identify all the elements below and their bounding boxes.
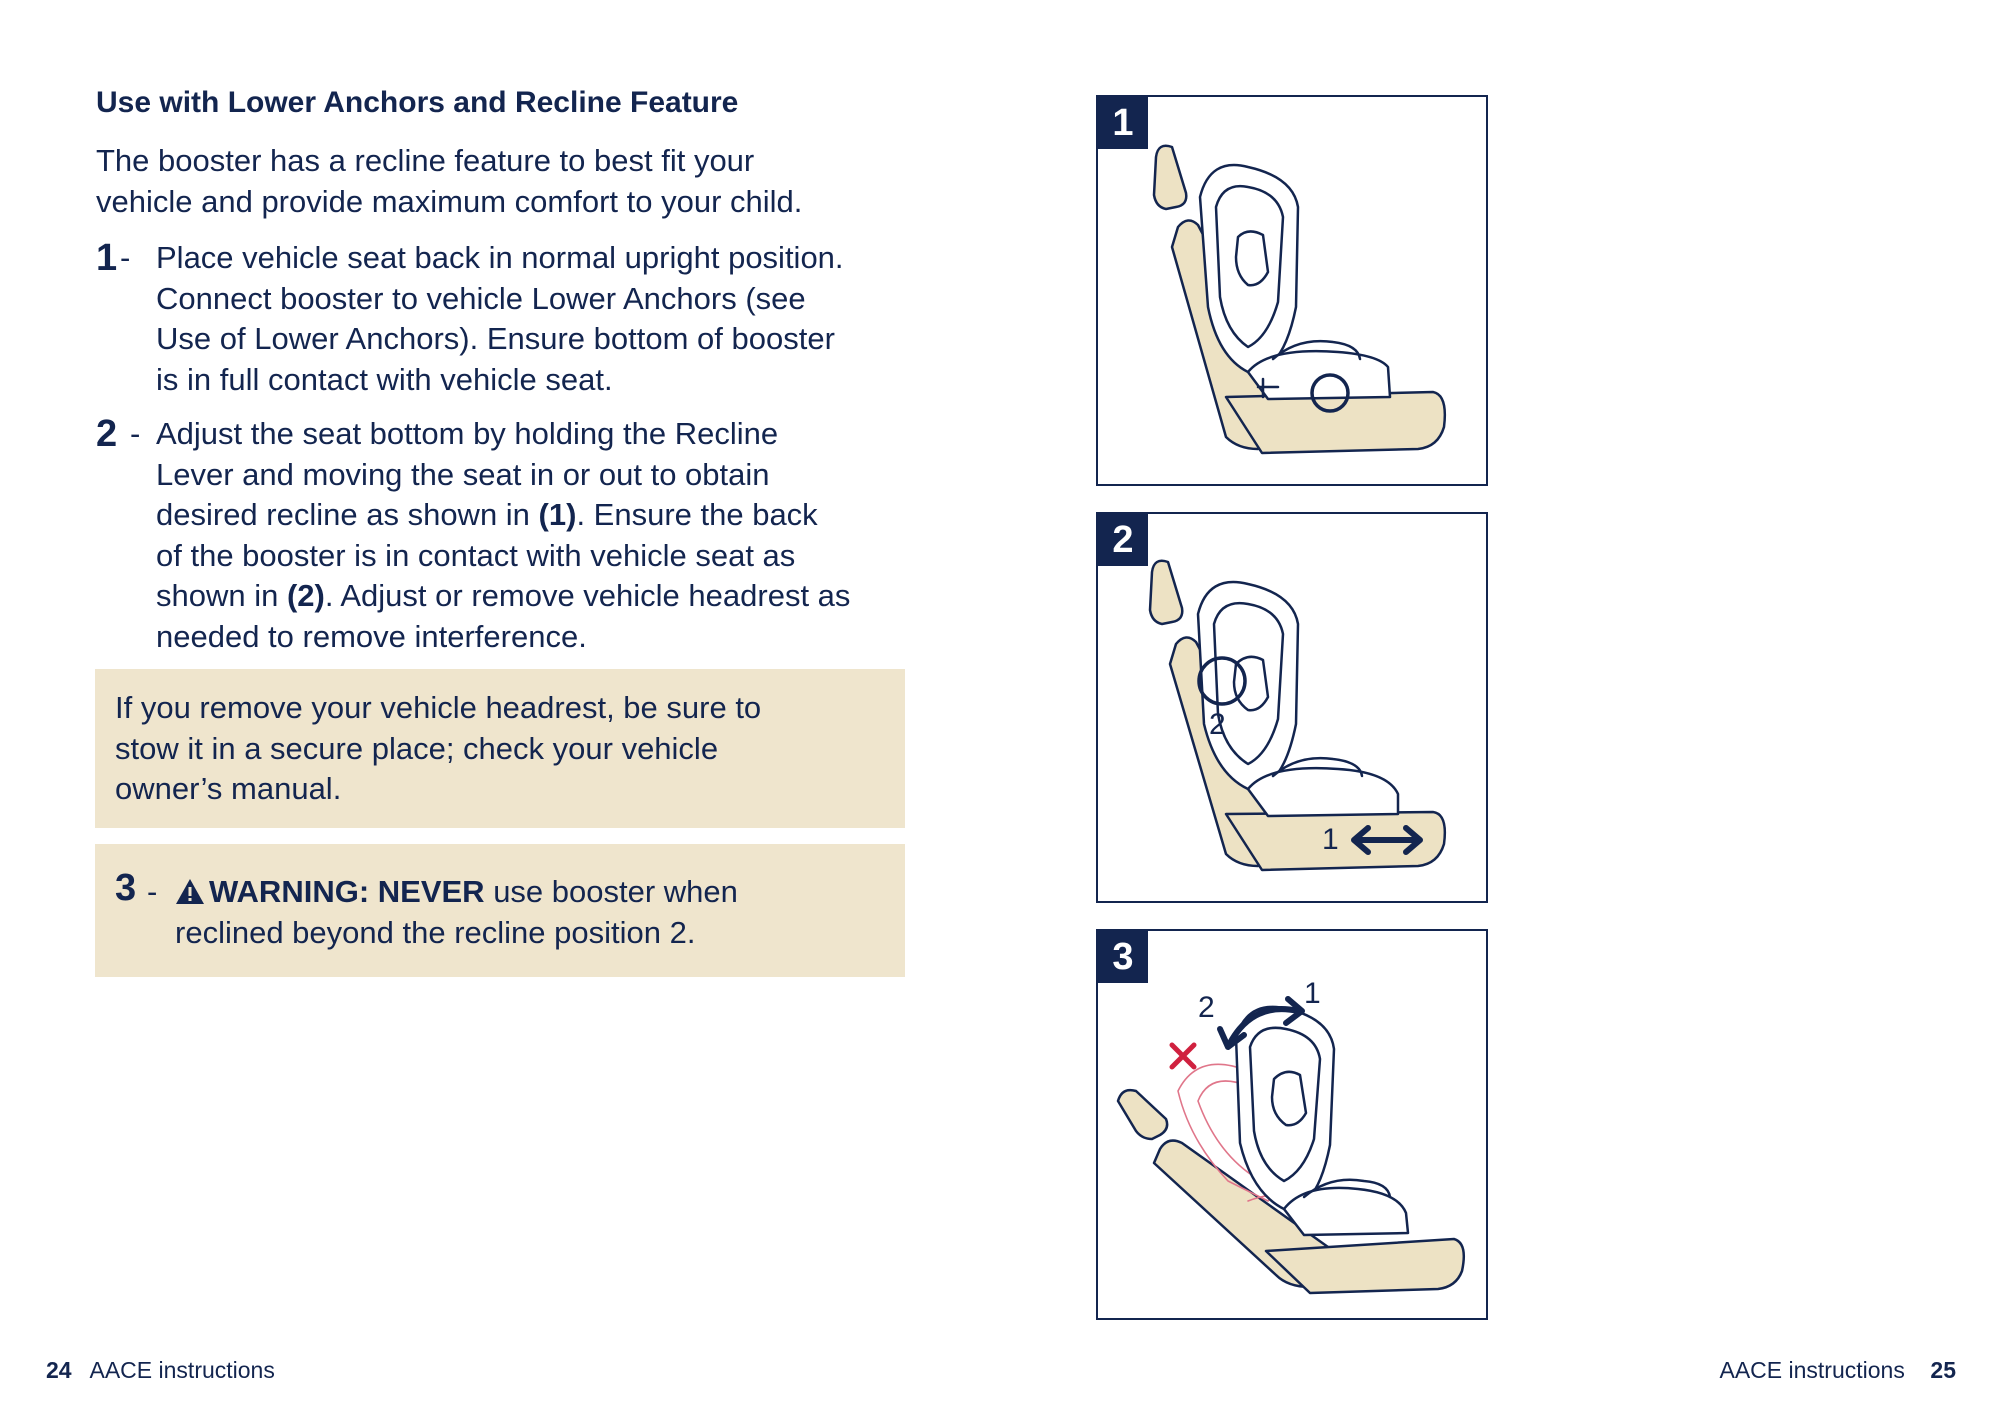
booster-seat-illustration <box>1098 931 1486 1318</box>
step-line: Use of Lower Anchors). Ensure bottom of booster <box>156 321 835 356</box>
step-line: Lever and moving the seat in or out to obtain <box>156 456 770 492</box>
step-number: 3 <box>115 867 137 909</box>
figure-number: 2 <box>1098 514 1148 566</box>
step-line: needed to remove interference. <box>156 618 587 654</box>
booster-seat-illustration <box>1098 514 1486 901</box>
step-line: Connect booster to vehicle Lower Anchors (see <box>156 280 806 316</box>
warning-text-run: use booster when <box>484 874 738 909</box>
step-number: 2 <box>96 413 118 455</box>
booster-seat-illustration <box>1098 97 1486 484</box>
figure-2 <box>1096 512 1488 903</box>
footer-left <box>46 1357 275 1384</box>
page-number: 25 <box>1930 1357 1956 1383</box>
figure-reference: (1) <box>538 497 577 532</box>
step-text-run: . Ensure the back <box>576 497 818 532</box>
figure-3 <box>1096 929 1488 1320</box>
callout-label: 1 <box>1304 977 1321 1010</box>
warning-label: WARNING: NEVER <box>209 874 485 909</box>
note-line: stow it in a secure place; check your vehicle <box>115 730 719 766</box>
headrest-note <box>95 669 905 828</box>
intro-line: vehicle and provide maximum comfort to your child. <box>96 183 803 219</box>
section-heading: Use with Lower Anchors and Recline Feature <box>96 86 739 119</box>
step-text-run: shown in <box>156 578 287 613</box>
footer-right <box>1719 1357 1956 1384</box>
step-dash: - <box>120 240 131 275</box>
warning-line <box>175 872 895 913</box>
figure-number: 3 <box>1098 931 1148 983</box>
step-line <box>156 576 926 617</box>
step-line: of the booster is in contact with vehicle seat as <box>156 537 796 573</box>
intro-line: The booster has a recline feature to best fit your <box>96 143 755 178</box>
step-line: Place vehicle seat back in normal upright position. <box>156 240 844 275</box>
figure-1 <box>1096 95 1488 486</box>
step-dash: - <box>130 416 141 451</box>
step-text <box>156 238 926 400</box>
step-number: 1 <box>96 237 118 279</box>
warning-text <box>175 872 895 953</box>
step-text-run: . Adjust or remove vehicle headrest as <box>324 578 851 613</box>
step-text <box>156 414 926 657</box>
callout-label: 2 <box>1198 991 1215 1024</box>
footer-text: AACE instructions <box>1719 1357 1905 1383</box>
warning-line: reclined beyond the recline position 2. <box>175 914 696 950</box>
warning-triangle-icon <box>175 878 205 905</box>
callout-label: 2 <box>1209 708 1226 741</box>
figure-reference: (2) <box>286 578 325 613</box>
note-line: If you remove your vehicle headrest, be sure to <box>115 690 762 725</box>
figure-number: 1 <box>1098 97 1148 149</box>
callout-label: 1 <box>1322 823 1339 856</box>
step-text-run: desired recline as shown in <box>156 497 539 532</box>
step-dash: - <box>147 874 158 909</box>
step-line <box>156 495 926 536</box>
step-line: Adjust the seat bottom by holding the Recline <box>156 416 779 451</box>
note-text <box>115 688 875 810</box>
intro-paragraph <box>96 141 916 222</box>
step-line: is in full contact with vehicle seat. <box>156 361 613 397</box>
note-line: owner’s manual. <box>115 771 342 806</box>
page-number: 24 <box>46 1357 72 1383</box>
warning-box <box>95 844 905 977</box>
footer-text: AACE instructions <box>89 1357 275 1383</box>
